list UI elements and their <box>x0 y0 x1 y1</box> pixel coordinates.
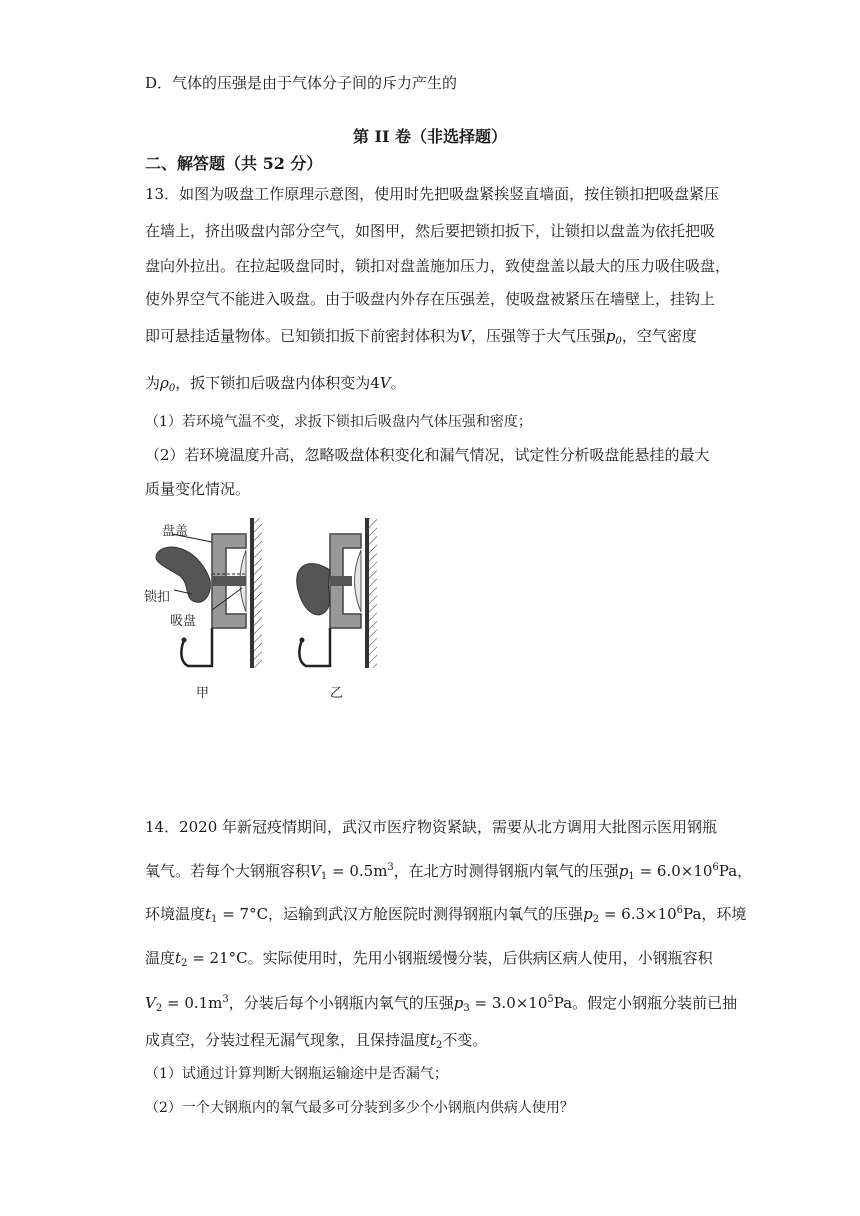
q13-line-3: 盘向外拉出。在拉起吸盘同时，锁扣对盘盖施加压力，致使盘盖以最大的压力吸住吸盘， <box>145 257 731 275</box>
lock-lever-b <box>297 564 330 615</box>
caption-a: 甲 <box>196 686 210 701</box>
formula-t1: $t_1 = 7^\circ C$ <box>205 905 269 925</box>
formula-v2: $V_2 = 0.1m^3$ <box>145 994 229 1014</box>
q13-line-6: 为$\rho_0$，扳下锁扣后吸盘内体积变为4V。 <box>145 374 406 394</box>
wall-b <box>365 518 369 668</box>
q13-line-2: 在墙上，挤出吸盘内部分空气，如图甲，然后要把锁扣扳下，让锁扣以盘盖为依托把吸 <box>145 222 716 240</box>
formula-p1: $p_1 = 6.0\times 10^6Pa$ <box>618 862 738 882</box>
section-heading: 二、解答题（共 52 分） <box>145 154 323 173</box>
formula-rho0: $\rho_0$ <box>160 374 176 394</box>
q14-sub-2: （2）一个大钢瓶内的氧气最多可分装到多少个小钢瓶内供病人使用？ <box>145 1100 574 1116</box>
formula-t2-ref: $t_2$ <box>430 1031 443 1051</box>
formula-p2: $p_2 = 6.3\times 10^6Pa$ <box>583 905 702 925</box>
hook-tip-a <box>182 638 187 643</box>
formula-4v: 4V <box>370 374 391 392</box>
shaft-b <box>330 576 352 586</box>
formula-p3: $p_3 = 3.0\times 10^5Pa$ <box>453 994 573 1014</box>
formula-v1: $V_1 = 0.5m^3$ <box>310 862 394 882</box>
label-suction-cup: 吸盘 <box>170 614 197 629</box>
label-cup-cover: 盘盖 <box>162 524 189 539</box>
q12-option-d: D．气体的压强是由于气体分子间的斥力产生的 <box>145 74 458 92</box>
wall-a <box>250 518 254 668</box>
formula-t2: $t_2 = 21^\circ C$ <box>175 949 248 969</box>
q14-line-1: 14．2020 年新冠疫情期间，武汉市医疗物资紧缺，需要从北方调用大批图示医用钢瓶 <box>145 818 718 836</box>
caption-b: 乙 <box>330 686 344 701</box>
suction-cup-b <box>355 550 362 612</box>
q14-sub-1: （1）试通过计算判断大钢瓶运输途中是否漏气； <box>145 1066 448 1082</box>
suction-cup-figure <box>140 510 400 710</box>
q13-line-1: 13．如图为吸盘工作原理示意图，使用时先把吸盘紧挨竖直墙面，按住锁扣把吸盘紧压 <box>145 185 720 203</box>
hook-a <box>181 628 212 666</box>
label-lock: 锁扣 <box>144 590 171 605</box>
hook-tip-b <box>300 638 305 643</box>
wall-hatch-a <box>254 518 262 668</box>
q13-sub-2a: （2）若环境温度升高，忽略吸盘体积变化和漏气情况，试定性分析吸盘能悬挂的最大 <box>145 446 710 464</box>
shaft-a <box>212 576 246 586</box>
hook-b <box>299 628 330 666</box>
q13-line-5: 即可悬挂适量物体。已知锁扣扳下前密封体积为V，压强等于大气压强$p_0$，空气密度 <box>145 327 697 347</box>
q14-line-5: $V_2 = 0.1m^3$，分装后每个小钢瓶内氧气的压强$p_3 = 3.0\times 10^5Pa$。假定小钢瓶分装前已抽 <box>145 994 738 1014</box>
q13-sub-1: （1）若环境气温不变，求扳下锁扣后吸盘内气体压强和密度； <box>145 414 532 430</box>
formula-p0: $p_0$ <box>605 327 622 347</box>
q14-line-6: 成真空，分装过程无漏气现象，且保持温度$t_2$不变。 <box>145 1031 488 1051</box>
wall-hatch-b <box>369 518 377 668</box>
q13-line-4: 使外界空气不能进入吸盘。由于吸盘内外存在压强差，使吸盘被紧压在墙壁上，挂钩上 <box>145 290 716 308</box>
diagram-b <box>297 518 377 668</box>
q14-line-4: 温度$t_2 = 21^\circ C$。实际使用时，先用小钢瓶缓慢分装，后供病区病人使用，小钢瓶容积 <box>145 949 713 969</box>
q13-sub-2b: 质量变化情况。 <box>145 480 251 498</box>
diagram-a <box>156 518 262 668</box>
q14-line-3: 环境温度$t_1 = 7^\circ C$，运输到武汉方舱医院时测得钢瓶内氧气的压强$p_2 = 6.3\times 10^6Pa$，环境 <box>145 905 747 925</box>
part-title: 第 II 卷（非选择题） <box>352 127 508 146</box>
q14-line-2: 氧气。若每个大钢瓶容积$V_1 = 0.5m^3$，在北方时测得钢瓶内氧气的压强$p_1 = 6.0\times 10^6Pa$， <box>145 862 753 882</box>
formula-v: V <box>460 327 471 345</box>
